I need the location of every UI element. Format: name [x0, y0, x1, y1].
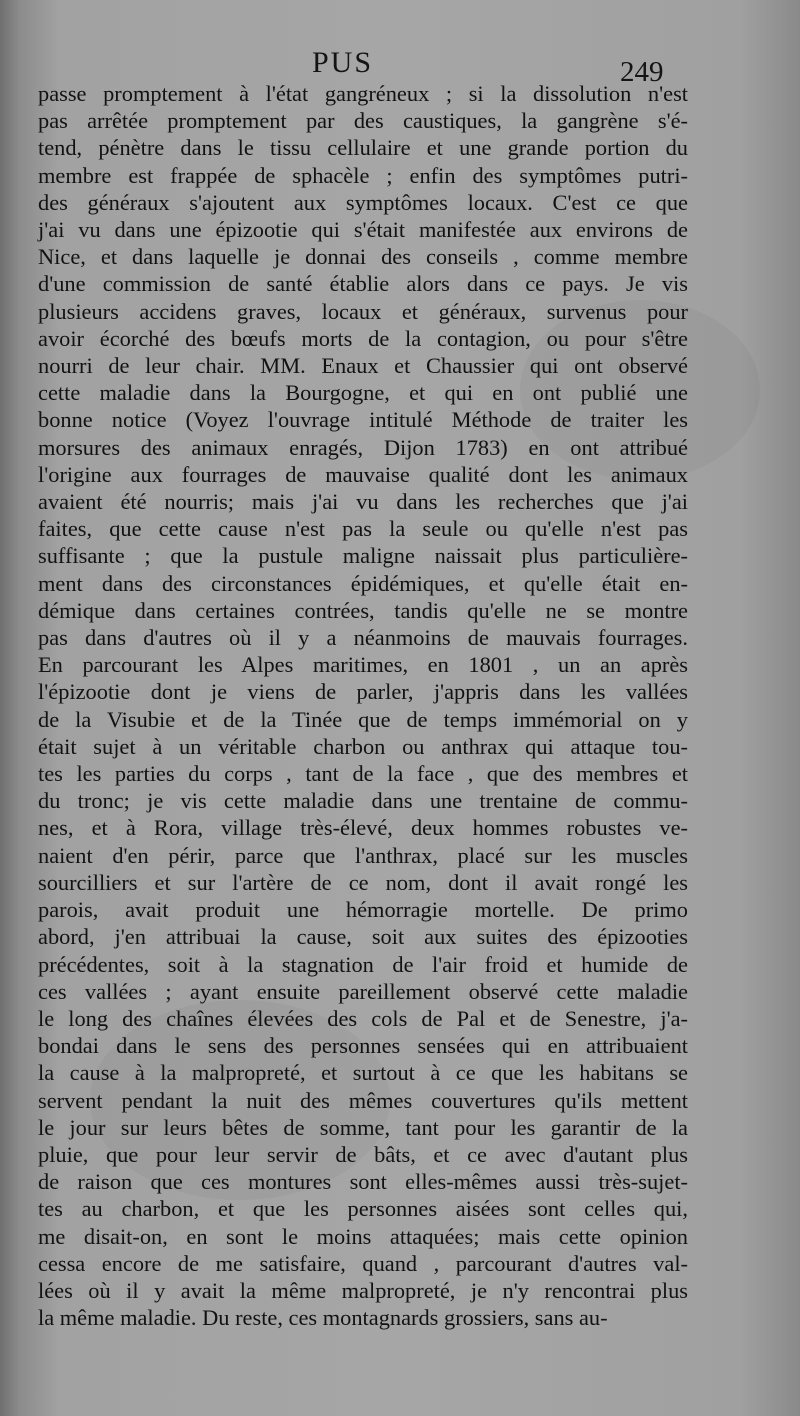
text-line: cette maladie dans la Bourgogne, et qui en ont publié une [38, 380, 688, 406]
text-line: du tronc; je vis cette maladie dans une trentaine de commu- [38, 788, 688, 814]
text-line: me disait-on, en sont le moins attaquées; mais cette opinion [38, 1223, 688, 1249]
text-line: avaient été nourris; mais j'ai vu dans les recherches que j'ai [38, 489, 688, 515]
text-line: la cause à la malpropreté, et surtout à ce que les habitans se [38, 1060, 688, 1086]
running-head: PUS [312, 46, 374, 79]
text-line: lées où il y avait la même malpropreté, je n'y rencontrai plus [38, 1277, 688, 1303]
text-line: Nice, et dans laquelle je donnai des conseils , comme membre [38, 244, 688, 270]
text-line: faites, que cette cause n'est pas la seule ou qu'elle n'est pas [38, 516, 688, 542]
body-text [38, 80, 688, 1331]
text-line: tend, pénètre dans le tissu cellulaire et une grande portion du [38, 135, 688, 161]
text-line: nes, et à Rora, village très-élevé, deux hommes robustes ve- [38, 815, 688, 841]
text-line: avoir écorché des bœufs morts de la contagion, ou pour s'être [38, 325, 688, 351]
text-line: ment dans des circonstances épidémiques, et qu'elle était en- [38, 570, 688, 596]
text-line: de la Visubie et de la Tinée que de temps immémorial on y [38, 706, 688, 732]
text-line: bondai dans le sens des personnes sensées qui en attribuaient [38, 1033, 688, 1059]
text-line: l'épizootie dont je viens de parler, j'appris dans les vallées [38, 679, 688, 705]
text-line: était sujet à un véritable charbon ou anthrax qui attaque tou- [38, 733, 688, 759]
text-line: parois, avait produit une hémorragie mortelle. De primo [38, 897, 688, 923]
text-line: la même maladie. Du reste, ces montagnards grossiers, sans au- [38, 1305, 608, 1331]
text-line: précédentes, soit à la stagnation de l'air froid et humide de [38, 951, 688, 977]
text-line: tes au charbon, et que les personnes aisées sont celles qui, [38, 1196, 688, 1222]
page-number: 249 [620, 56, 664, 88]
text-line: sourcilliers et sur l'artère de ce nom, dont il avait rongé les [38, 869, 688, 895]
text-line: En parcourant les Alpes maritimes, en 1801 , un an après [38, 652, 688, 678]
text-line: des généraux s'ajoutent aux symptômes locaux. C'est ce que [38, 189, 688, 215]
text-line: de raison que ces montures sont elles-mêmes aussi très-sujet- [38, 1169, 688, 1195]
text-line: pluie, que pour leur servir de bâts, et ce avec d'autant plus [38, 1141, 688, 1167]
text-line: servent pendant la nuit des mêmes couvertures qu'ils mettent [38, 1087, 688, 1113]
text-line: plusieurs accidens graves, locaux et généraux, survenus pour [38, 298, 688, 324]
text-line: le long des chaînes élevées des cols de Pal et de Senestre, j'a- [38, 1005, 688, 1031]
text-line: tes les parties du corps , tant de la face , que des membres et [38, 761, 688, 787]
text-line: pas dans d'autres où il y a néanmoins de mauvais fourrages. [38, 625, 688, 651]
text-line: pas arrêtée promptement par des caustiques, la gangrène s'é- [38, 108, 688, 134]
text-line: démique dans certaines contrées, tandis qu'elle ne se montre [38, 597, 688, 623]
text-line: le jour sur leurs bêtes de somme, tant pour les garantir de la [38, 1114, 688, 1140]
text-line: ces vallées ; ayant ensuite pareillement observé cette maladie [38, 978, 688, 1004]
text-line: suffisante ; que la pustule maligne naissait plus particulière- [38, 543, 688, 569]
text-line: nourri de leur chair. MM. Enaux et Chaussier qui ont observé [38, 353, 688, 379]
text-line: morsures des animaux enragés, Dijon 1783) en ont attribué [38, 434, 688, 460]
text-line: passe promptement à l'état gangréneux ; si la dissolution n'est [38, 81, 688, 106]
text-line: bonne notice (Voyez l'ouvrage intitulé Méthode de traiter les [38, 407, 688, 433]
text-line: membre est frappée de sphacèle ; enfin des symptômes putri- [38, 162, 688, 188]
text-line: cessa encore de me satisfaire, quand , parcourant d'autres val- [38, 1250, 688, 1276]
text-line: j'ai vu dans une épizootie qui s'était manifestée aux environs de [38, 217, 688, 243]
text-line: d'une commission de santé établie alors dans ce pays. Je vis [38, 271, 688, 297]
text-line: l'origine aux fourrages de mauvaise qualité dont les animaux [38, 461, 688, 487]
text-line: naient d'en périr, parce que l'anthrax, placé sur les muscles [38, 842, 688, 868]
text-line: abord, j'en attribuai la cause, soit aux suites des épizooties [38, 924, 688, 950]
